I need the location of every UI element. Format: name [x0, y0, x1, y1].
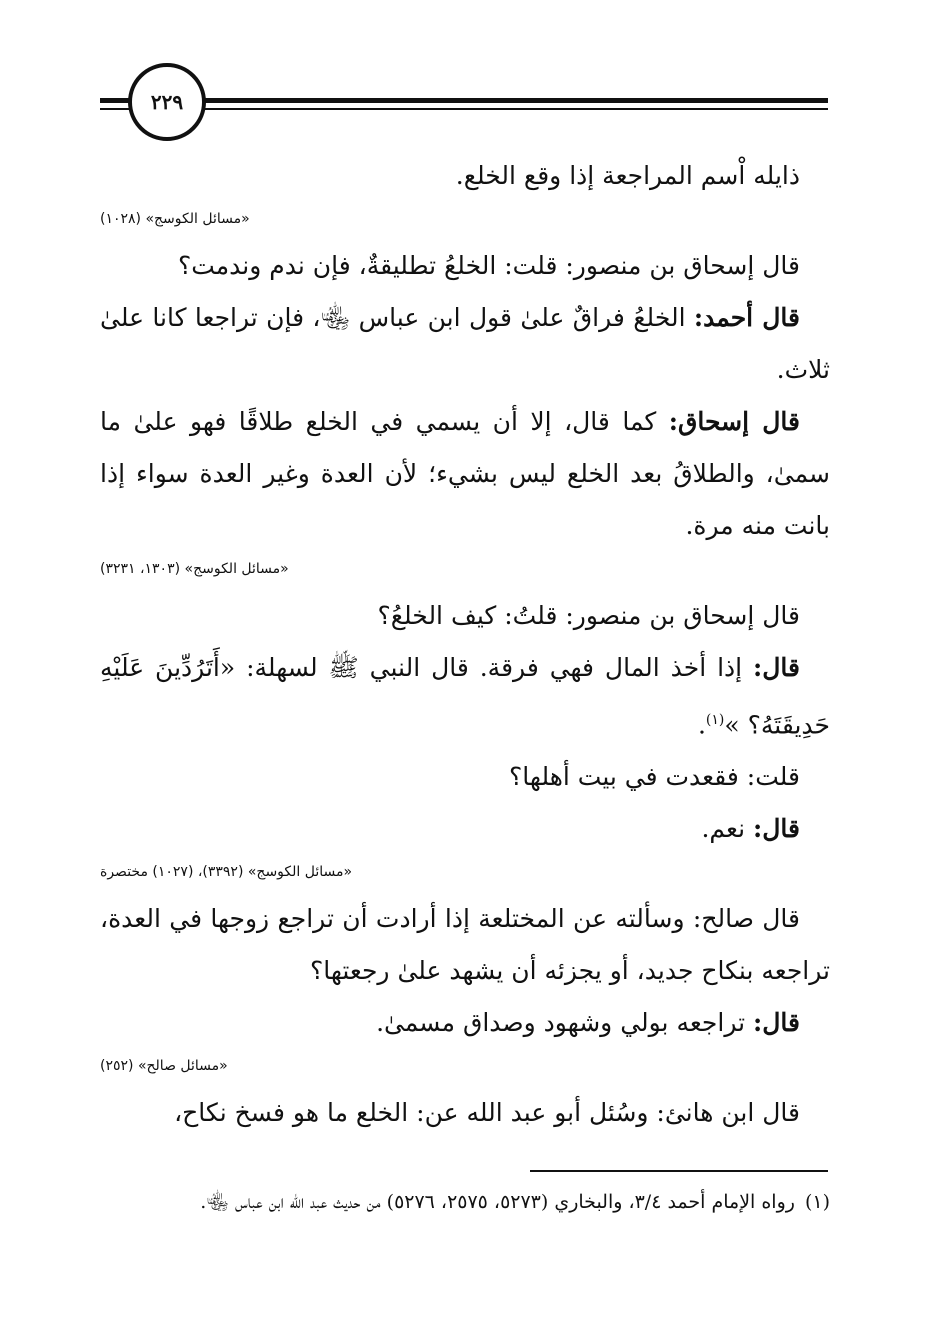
paragraph [100, 751, 830, 803]
paragraph [100, 396, 830, 552]
footnote-ref[interactable]: (١) [705, 712, 725, 728]
source-citation-text: «مسائل الكوسج» (١٠٢٨) [100, 211, 250, 227]
paragraph [100, 1087, 830, 1139]
paragraph-text: الخلعُ فراقٌ علىٰ قول ابن عباس ﵄، فإن تراجعا كانا علىٰ ثلاث. [100, 303, 830, 384]
speaker-label: قال: [753, 653, 800, 682]
paragraph [100, 642, 830, 751]
paragraph-text: قال إسحاق بن منصور: قلت: الخلعُ تطليقةٌ، فإن ندم وندمت؟ [177, 251, 800, 280]
source-citation [100, 208, 830, 230]
source-citation-text: «مسائل صالح» (٢٥٢) [100, 1058, 228, 1075]
paragraph [100, 803, 830, 855]
header-rule-right [200, 98, 828, 103]
paragraph [100, 292, 830, 396]
footnotes [100, 1182, 830, 1222]
page-number: ٢٢٩ [128, 63, 206, 141]
paragraph [100, 997, 830, 1049]
source-citation [100, 558, 830, 580]
footnote-text: رواه الإمام أحمد ٣/٤، والبخاري (٥٢٧٣، ٢٥٧٥، ٥٢٧٦) من حديث عبد الله ابن عباس ﵄. [200, 1191, 795, 1213]
paragraph [100, 150, 830, 202]
source-citation-text: «مسائل الكوسج» (٣٣٩٢)، (١٠٢٧) مختصرة [100, 864, 353, 881]
source-citation [100, 1055, 830, 1077]
source-citation-text: «مسائل الكوسج» (١٣٠٣، ٣٢٣١) [100, 561, 289, 577]
source-citation [100, 861, 830, 883]
speaker-label: قال إسحاق: [668, 407, 800, 436]
paragraph [100, 590, 830, 642]
footnote-number: (١) [804, 1191, 830, 1213]
paragraph-text: قال ابن هانئ: وسُئل أبو عبد الله عن: الخلع ما هو فسخ نكاح، [174, 1098, 800, 1128]
speaker-label: قال: [753, 814, 800, 844]
paragraph-text: قلت: فقعدت في بيت أهلها؟ [509, 762, 800, 792]
footnote-separator [530, 1170, 828, 1172]
speaker-label: قال: [753, 1008, 800, 1038]
paragraph-tail: . [697, 710, 706, 740]
paragraph-text: قال صالح: وسألته عن المختلعة إذا أرادت أن تراجع زوجها في العدة، تراجعه بنكاح جديد، أو يجزئه أن يشهد علىٰ رجعتها؟ [100, 904, 830, 986]
paragraph-text: كما قال، إلا أن يسمي في الخلع طلاقًا فهو علىٰ ما سمىٰ، والطلاقُ بعد الخلع ليس بشيء؛ لأن العدة وغير العدة سواء إذا بانت منه مرة. [100, 407, 830, 540]
paragraph [100, 240, 830, 292]
paragraph-text: إذا أخذ المال فهي فرقة. قال النبي ﷺ لسهلة: «أَتَرُدِّينَ عَلَيْهِ حَدِيقَتَهُ؟ » [100, 653, 830, 740]
header-rule-left-thin [100, 108, 130, 110]
header-rule-left [100, 98, 130, 103]
speaker-label: قال أحمد: [693, 303, 800, 332]
page-body [100, 150, 830, 1139]
header-rule-right-thin [200, 108, 828, 110]
paragraph-text: تراجعه بولي وشهود وصداق مسمىٰ. [376, 1008, 754, 1038]
paragraph-text: ذايله اْسم المراجعة إذا وقع الخلع. [455, 161, 800, 190]
paragraph [100, 893, 830, 997]
paragraph-text: نعم. [701, 814, 754, 844]
footnote [100, 1182, 830, 1222]
paragraph-text: قال إسحاق بن منصور: قلتُ: كيف الخلعُ؟ [377, 601, 800, 630]
page-header [0, 0, 943, 150]
